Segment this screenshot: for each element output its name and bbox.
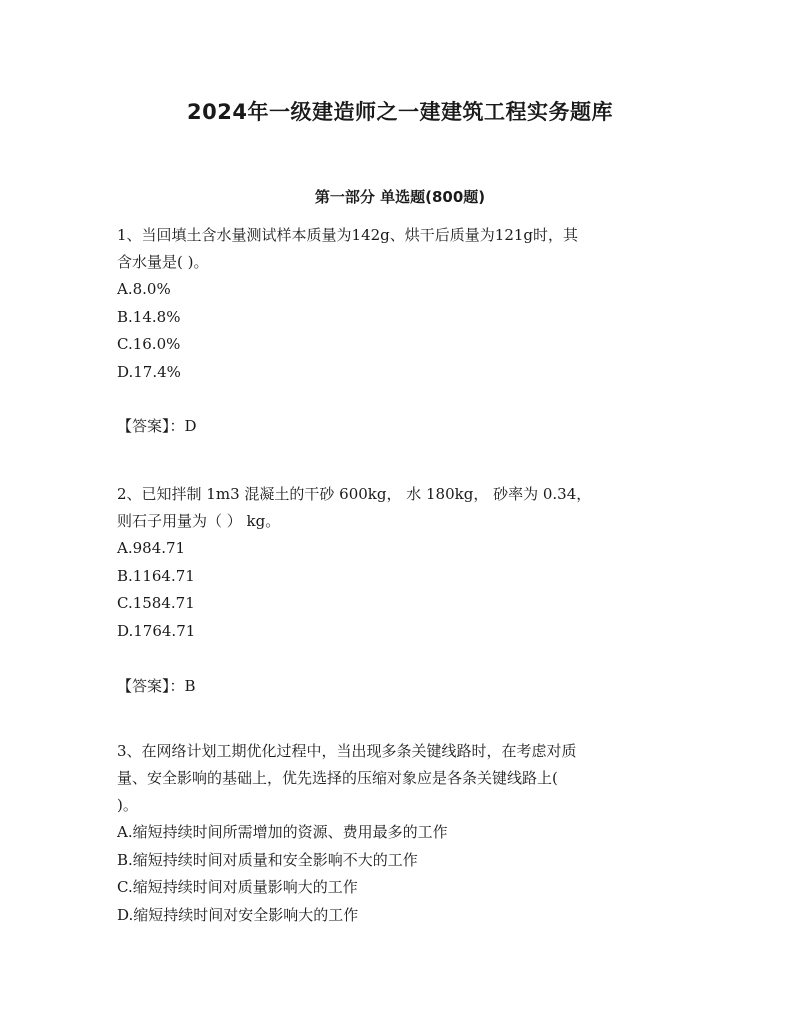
question-stem-line: )。	[117, 796, 138, 814]
option-d: D.1764.71	[117, 621, 196, 640]
question-stem-line: 3、在网络计划工期优化过程中，当出现多条关键线路时，在考虑对质	[117, 742, 577, 760]
question-stem-line: 1、当回填土含水量测试样本质量为142g、烘干后质量为121g时，其	[117, 226, 579, 244]
option-b: B.缩短持续时间对质量和安全影响不大的工作	[117, 850, 418, 869]
answer-2: 【答案】：B	[117, 677, 196, 695]
option-a: A.缩短持续时间所需增加的资源、费用最多的工作	[117, 823, 448, 841]
question-stem-line: 量、安全影响的基础上，优先选择的压缩对象应是各条关键线路上(	[117, 769, 558, 787]
question-stem-line: 2、已知拌制 1m3 混凝土的干砂 600kg， 水 180kg， 砂率为 0.34，	[117, 485, 592, 503]
option-c: C.缩短持续时间对质量影响大的工作	[117, 878, 358, 896]
question-stem-line: 则石子用量为（ ） kg。	[117, 512, 281, 530]
answer-1: 【答案】：D	[117, 417, 197, 435]
question-3	[117, 738, 683, 929]
option-a: A.8.0%	[117, 280, 171, 298]
question-1	[117, 222, 683, 386]
option-d: D.缩短持续时间对安全影响大的工作	[117, 905, 359, 924]
question-stem-line: 含水量是( )。	[117, 253, 209, 271]
option-b: B.14.8%	[117, 307, 181, 326]
option-d: D.17.4%	[117, 362, 181, 381]
section-heading: 第一部分 单选题(800题)	[314, 188, 486, 206]
question-2	[117, 481, 683, 645]
option-b: B.1164.71	[117, 566, 195, 585]
option-a: A.984.71	[117, 539, 186, 557]
document-title: 2024年一级建造师之一建建筑工程实务题库	[187, 100, 613, 124]
option-c: C.16.0%	[117, 335, 181, 353]
option-c: C.1584.71	[117, 594, 195, 612]
